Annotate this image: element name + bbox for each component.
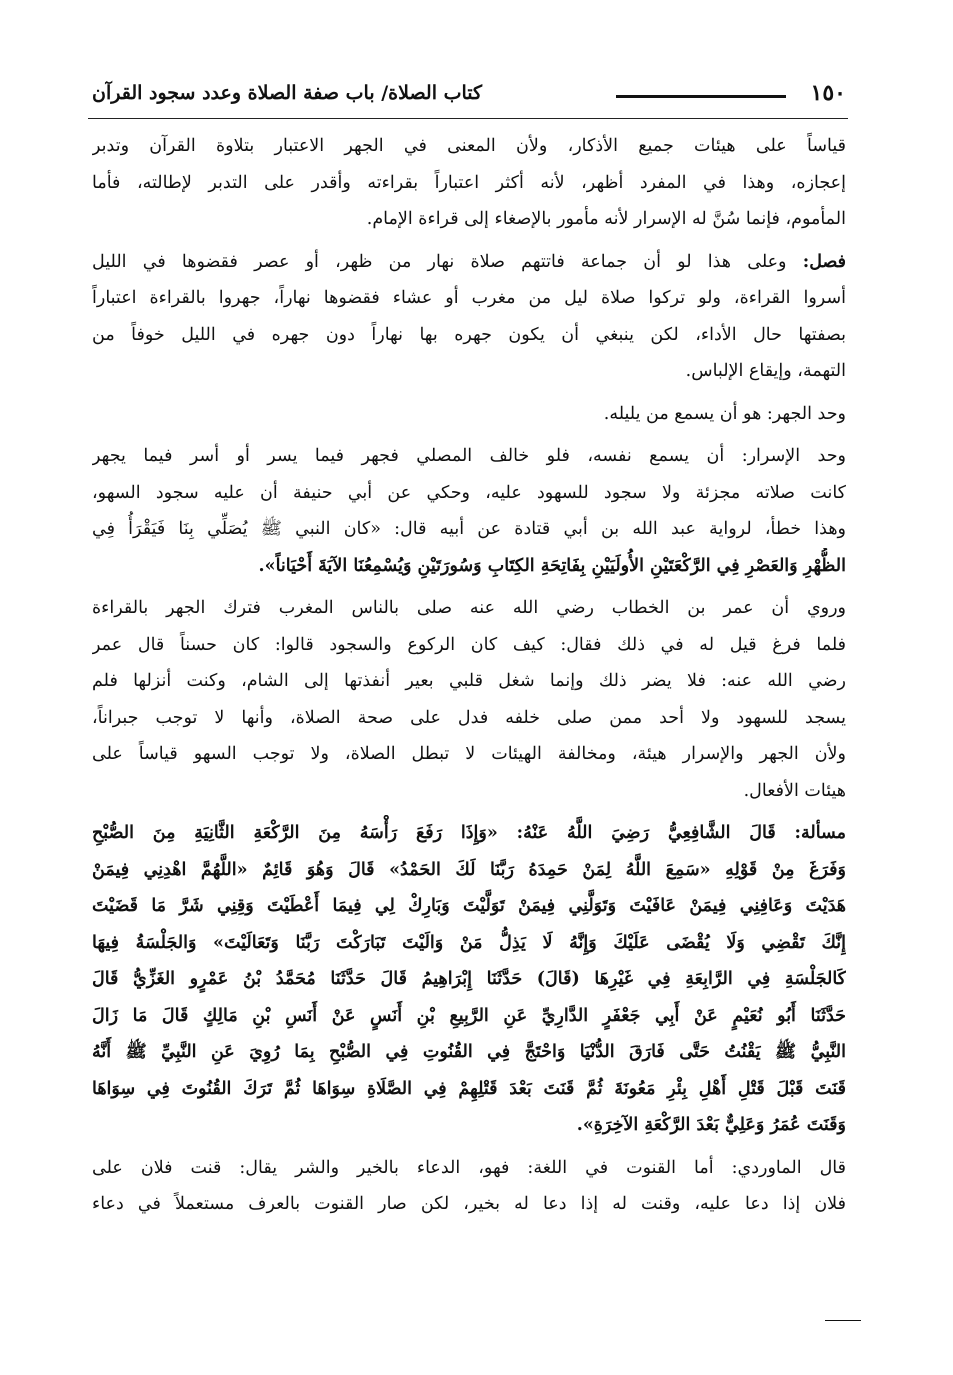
text-line: التهمة، وإيقاع الإلباس. bbox=[685, 361, 846, 381]
text-line: المأموم، فإنما سُنَّ له الإسرار لأنه مأمور بالإصغاء إلى قراءة الإمام. bbox=[366, 209, 846, 229]
text-line-content: رَضِيَ اللَّهُ عَنْهُ: «وَإِذَا رَفَعَ رَأْسَهُ مِنَ الرَّكْعَةِ الثَّانِيَةِ مِنَ الصُّبْحِ bbox=[92, 823, 650, 843]
header-rule bbox=[616, 95, 786, 98]
text-line: بصفتها حال الأداء، لكن ينبغي أن يكون جهره بها نهاراً دون جهره في الليل خوفاً من bbox=[92, 324, 846, 345]
text-line: كَالجَلْسَةِ فِي الرَّابِعَةِ فِي غَيْرِهَا (قَالَ) حَدَّثَنَا إِبْرَاهِيمُ قَالَ حَدَّثَنَا مُحَمَّدُ بْنُ عَمْرٍو الغَزِّيُّ قَالَ bbox=[92, 969, 846, 989]
paragraph bbox=[92, 438, 846, 584]
text-line: هَدَيْتَ وَعَافِنِي فِيمَنْ عَافَيْتَ وَتَوَلَّنِي فِيمَنْ تَوَلَّيْتَ وَبَارِكْ لِي فِيمَا أَعْطَيْتَ وَقِنِي شَرَّ مَا قَضَيْتَ bbox=[92, 896, 846, 916]
section-lead: فصل: bbox=[802, 251, 846, 272]
text-line-content: وعلى هذا لو أن جماعة فاتتهم صلاة نهار من ظهر، أو عصر فقضوها في الليل bbox=[92, 251, 787, 272]
text-line bbox=[92, 815, 846, 852]
paragraph-fasl bbox=[92, 244, 846, 390]
text-line: قَنَتَ قَبْلَ قَتْلِ أَهْلِ بِئْرِ مَعُونَةَ ثُمَّ قَنَتَ بَعْدَ قَتْلِهِمْ فِي الصَّلَاةِ سِوَاهَا ثُمَّ تَرَكَ القُنُوتَ فِي سِوَاهَا bbox=[92, 1078, 846, 1099]
text-line: ولأن الجهر والإسرار هيئة، ومخالفة الهيئات لا تبطل الصلاة، ولا توجب السهو قياساً على bbox=[92, 744, 846, 764]
paragraph bbox=[92, 128, 846, 238]
body-text bbox=[92, 128, 846, 1229]
paragraph bbox=[92, 590, 846, 809]
text-line: وحد الإسرار: أن يسمع نفسه، فلو خالف المصلي فجهر فيما يسر أو أسر فيما يجهر bbox=[92, 446, 846, 466]
text-line: النَّبِيُّ ﷺ يَقْنُتُ حَتَّى فَارَقَ الدُّنْيَا وَاحْتَجَّ فِي القُنُوتِ فِي الصُّبْحِ بِمَا رُوِيَ عَنِ النَّبِيِّ ﷺ أَنَّهُ bbox=[92, 1042, 846, 1062]
page-number: ١٥٠ bbox=[810, 80, 846, 106]
text-line: فلان إذا دعا عليه، وقنت له إذا دعا له بخير، لكن صار القنوت بالعرف مستعملاً في دعاء bbox=[92, 1194, 846, 1214]
footnote-rule bbox=[825, 1320, 861, 1321]
text-line: كانت صلاته مجزئة ولا سجود للسهود عليه، وحكي عن أبي حنيفة أن عليه سجود السهو، bbox=[92, 482, 846, 503]
paragraph bbox=[92, 1150, 846, 1223]
text-line: إِنَّكَ تَقْضِي وَلَا يُقْضَى عَلَيْكَ وَإِنَّهُ لَا يَذِلُّ مَنْ وَالَيْتَ تَبَارَكْتَ رَبَّنَا وَتَعَالَيْتَ» وَالجَلْسَةُ فِيهَا bbox=[92, 932, 846, 953]
section-lead: مسألة: قَالَ الشَّافِعِيُّ bbox=[667, 823, 846, 843]
text-line: إعجازه، وهذا في المفرد أظهر، لأنه أكثر اعتباراً بقراءته وأقدر على التدبر لإطالته، فأما bbox=[92, 172, 846, 193]
text-line: أسروا القراءة، ولو تركوا صلاة ليل من مغرب أو عشاء فقضوها نهاراً، جهروا بالقراءة اعتباراً bbox=[92, 288, 846, 308]
running-title: كتاب الصلاة/ باب صفة الصلاة وعدد سجود القرآن bbox=[92, 82, 483, 104]
paragraph-masala bbox=[92, 815, 846, 1144]
text-line: رضي الله عنه: فلا يضر ذلك وإنما شغل قلبي بعير أنفذتها إلى الشام، وكنت أنزلها فلم bbox=[92, 671, 846, 691]
paragraph bbox=[92, 396, 846, 433]
text-line: قياساً على هيئات جميع الأذكار، ولأن المعنى في الجهر الاعتبار بتلاوة القرآن وتدبر bbox=[92, 136, 846, 156]
text-line: حَدَّثَنَا أَبُو نُعَيْمٍ عَنْ أَبِي جَعْفَرٍ الدَّارِيِّ عَنِ الرَّبِيعِ بْنِ أَنَسٍ عَنْ أَنَسِ بْنِ مَالِكٍ قَالَ مَا زَالَ bbox=[92, 1005, 846, 1026]
text-line bbox=[92, 244, 846, 281]
text-line: قال الماوردي: أما القنوت في اللغة: فهو، الدعاء بالخير والشر يقال: قنت فلان على bbox=[92, 1157, 846, 1178]
page-header bbox=[92, 76, 846, 116]
hadith-line: الظُّهْرِ وَالعَصْرِ فِي الرَّكْعَتَيْنِ الأُولَيَيْنِ بِفَاتِحَةِ الكِتَابِ وَسُورَتَيْنِ وَيُسْمِعُنَا الآيَةَ أَحْيَاناً». bbox=[258, 555, 846, 576]
text-line: يسجد للسهود ولا أحد ممن صلى خلفه فدل على صحة الصلاة، وأنها لا توجب جبراناً، bbox=[92, 707, 846, 728]
text-line: فلما فرغ قيل له في ذلك فقال: كيف كان الركوع والسجود قالوا: كان حسناً قال عمر bbox=[92, 634, 846, 655]
text-line: وهذا خطأ، لرواية عبد الله بن أبي قتادة عن أبيه قال: «كان النبي ﷺ يُصَلِّي بِنَا فَيَقْرَأُ فِي bbox=[92, 519, 846, 539]
header-divider bbox=[88, 118, 848, 119]
text-line: وروي أن عمر بن الخطاب رضي الله عنه صلى بالناس المغرب فترك الجهر بالقراءة bbox=[92, 598, 846, 618]
text-line: وحد الجهر: هو أن يسمع من يليله. bbox=[603, 403, 846, 424]
text-line: وَقَنَتَ عُمَرُ وَعَلِيٌّ بَعْدَ الرَّكْعَةِ الآخِرَةِ». bbox=[576, 1115, 846, 1135]
text-line: هيئات الأفعال. bbox=[743, 780, 846, 801]
text-line: وَفَرَغَ مِنْ قَوْلِهِ «سَمِعَ اللَّهُ لِمَنْ حَمِدَهُ رَبَّنَا لَكَ الحَمْدُ» قَالَ وَهُوَ قَائِمٌ «اللَّهُمَّ اهْدِنِي فِيمَنْ bbox=[92, 859, 846, 880]
